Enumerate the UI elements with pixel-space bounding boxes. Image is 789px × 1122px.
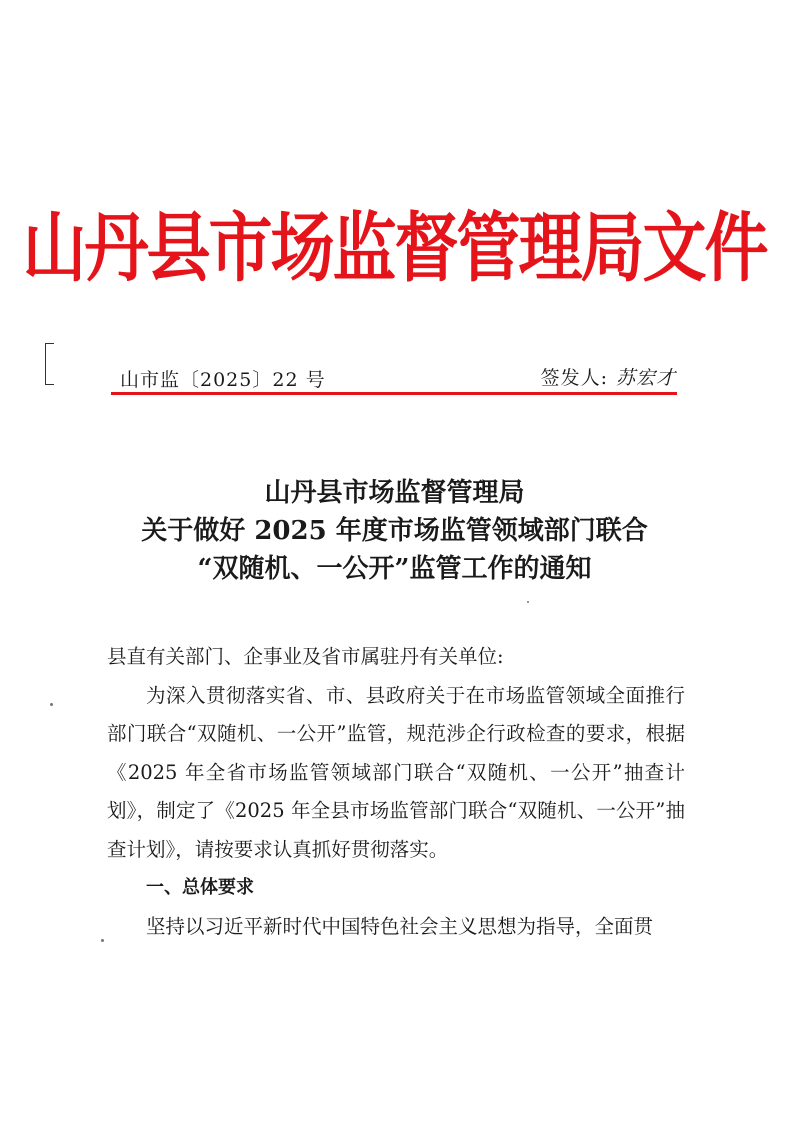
body-paragraph-2: 坚持以习近平新时代中国特色社会主义思想为指导，全面贯 (146, 914, 654, 938)
header-red-rule (111, 392, 677, 395)
notice-title (0, 474, 789, 588)
scan-speck (50, 703, 53, 706)
binding-margin-mark (45, 343, 54, 385)
title-line-2: 关于做好 2025 年度市场监管领域部门联合 (141, 516, 648, 546)
scan-speck (527, 601, 529, 603)
document-number: 山市监〔2025〕22 号 (120, 369, 326, 391)
signer-name: 苏宏才 (615, 367, 676, 389)
signer-line (541, 363, 676, 390)
title-line-3: “双随机、一公开”监管工作的通知 (197, 554, 592, 584)
document-header-title: 山丹县市场监督管理局文件 (22, 204, 767, 293)
addressee-line: 县直有关部门、企事业及省市属驻丹有关单位: (107, 645, 504, 668)
scan-speck (101, 939, 104, 942)
body-paragraph-1: 为深入贯彻落实省、市、县政府关于在市场监管领域全面推行部门联合“双随机、一公开”监管，规范涉企行政检查的要求，根据《2025 年全省市场监管领域部门联合“双随机、一公开”抽查计划》，制定了《2025 年全县市场监管部门联合“双随机、一公开”抽查计划》，请按要求认真抓好贯彻落实。 (107, 683, 685, 861)
title-line-1: 山丹县市场监督管理局 (264, 478, 525, 508)
section-heading-1: 一、总体要求 (146, 877, 254, 898)
signer-label: 签发人: (540, 367, 608, 389)
notice-body (107, 638, 685, 946)
